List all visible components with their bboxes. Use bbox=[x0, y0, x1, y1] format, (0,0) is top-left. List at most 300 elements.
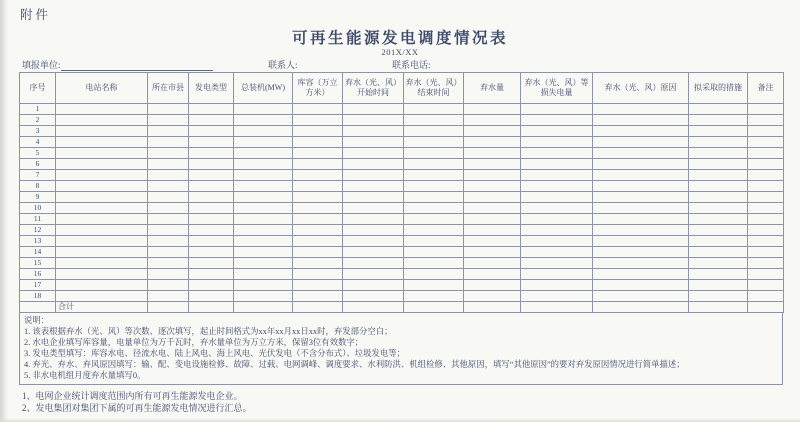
column-header: 弃水（光、风）等损失电量 bbox=[521, 73, 593, 104]
empty-cell bbox=[593, 269, 689, 280]
empty-cell bbox=[404, 247, 464, 258]
table-row bbox=[20, 258, 784, 269]
note-line: 5. 非水电机组月度弃水量填写0。 bbox=[24, 371, 146, 380]
empty-cell bbox=[464, 115, 521, 126]
empty-cell bbox=[343, 148, 404, 159]
empty-cell bbox=[464, 214, 521, 225]
empty-cell bbox=[748, 104, 784, 115]
empty-cell bbox=[343, 280, 404, 291]
empty-cell bbox=[343, 247, 404, 258]
empty-cell bbox=[464, 104, 521, 115]
empty-cell bbox=[343, 126, 404, 137]
table-row bbox=[20, 291, 784, 302]
empty-cell bbox=[293, 214, 343, 225]
column-header: 弃水（光、风）结束时间 bbox=[404, 73, 464, 104]
reporting-unit-text: 填报单位: bbox=[22, 60, 61, 70]
empty-cell bbox=[689, 115, 748, 126]
empty-cell bbox=[748, 225, 784, 236]
empty-cell bbox=[404, 302, 464, 313]
empty-cell bbox=[343, 137, 404, 148]
column-header: 弃水（光、风）原因 bbox=[593, 73, 689, 104]
footer-note-line: 2、发电集团对集团下属的可再生能源发电情况进行汇总。 bbox=[22, 402, 252, 413]
empty-cell bbox=[748, 192, 784, 203]
empty-cell bbox=[521, 258, 593, 269]
empty-cell bbox=[521, 214, 593, 225]
dispatch-table-container bbox=[19, 72, 783, 414]
empty-cell bbox=[234, 181, 293, 192]
column-header: 弃水（光、风）开始时间 bbox=[343, 73, 404, 104]
footer-note-line: 1、电网企业统计调度范围内所有可再生能源发电企业。 bbox=[22, 391, 243, 401]
empty-cell bbox=[404, 159, 464, 170]
empty-cell bbox=[293, 170, 343, 181]
row-number-cell: 1 bbox=[20, 104, 56, 115]
empty-cell bbox=[521, 170, 593, 181]
table-row bbox=[20, 247, 784, 258]
empty-cell bbox=[464, 280, 521, 291]
empty-cell bbox=[343, 192, 404, 203]
empty-cell bbox=[404, 192, 464, 203]
empty-cell bbox=[404, 214, 464, 225]
empty-cell bbox=[343, 291, 404, 302]
empty-cell bbox=[293, 159, 343, 170]
empty-cell bbox=[689, 280, 748, 291]
empty-cell bbox=[748, 115, 784, 126]
empty-cell bbox=[234, 170, 293, 181]
attachment-label: 附件 bbox=[20, 8, 52, 22]
row-number-cell: 18 bbox=[20, 291, 56, 302]
empty-cell bbox=[689, 236, 748, 247]
empty-cell bbox=[404, 126, 464, 137]
row-number-cell: 8 bbox=[20, 181, 56, 192]
contact-label: 联系人: bbox=[268, 60, 298, 70]
empty-cell bbox=[148, 280, 189, 291]
empty-cell bbox=[189, 280, 234, 291]
empty-cell bbox=[343, 258, 404, 269]
empty-cell bbox=[521, 181, 593, 192]
empty-cell bbox=[593, 115, 689, 126]
empty-cell bbox=[593, 203, 689, 214]
empty-cell bbox=[56, 280, 148, 291]
empty-cell bbox=[593, 192, 689, 203]
empty-cell bbox=[56, 192, 148, 203]
empty-cell bbox=[148, 214, 189, 225]
empty-cell bbox=[464, 159, 521, 170]
empty-cell bbox=[234, 291, 293, 302]
row-number-cell: 15 bbox=[20, 258, 56, 269]
empty-cell bbox=[293, 258, 343, 269]
empty-cell bbox=[593, 214, 689, 225]
empty-cell bbox=[748, 126, 784, 137]
empty-cell bbox=[148, 291, 189, 302]
empty-cell bbox=[748, 280, 784, 291]
empty-cell bbox=[593, 225, 689, 236]
empty-cell bbox=[689, 170, 748, 181]
empty-cell bbox=[404, 137, 464, 148]
empty-cell bbox=[593, 258, 689, 269]
table-row bbox=[20, 280, 784, 291]
empty-cell bbox=[343, 302, 404, 313]
empty-cell bbox=[521, 104, 593, 115]
empty-cell bbox=[689, 247, 748, 258]
empty-cell bbox=[189, 214, 234, 225]
empty-cell bbox=[148, 258, 189, 269]
empty-cell bbox=[148, 181, 189, 192]
empty-cell bbox=[748, 159, 784, 170]
empty-cell bbox=[521, 236, 593, 247]
form-period: 201X/XX bbox=[381, 47, 419, 57]
empty-cell bbox=[293, 269, 343, 280]
empty-cell bbox=[56, 225, 148, 236]
empty-cell bbox=[189, 192, 234, 203]
empty-cell bbox=[234, 258, 293, 269]
empty-cell bbox=[464, 148, 521, 159]
empty-cell bbox=[521, 269, 593, 280]
empty-cell bbox=[689, 258, 748, 269]
empty-cell bbox=[404, 170, 464, 181]
empty-cell bbox=[464, 236, 521, 247]
empty-cell bbox=[343, 181, 404, 192]
empty-cell bbox=[404, 104, 464, 115]
empty-cell bbox=[343, 159, 404, 170]
empty-cell bbox=[293, 126, 343, 137]
empty-cell bbox=[748, 148, 784, 159]
empty-cell bbox=[56, 291, 148, 302]
empty-cell bbox=[234, 203, 293, 214]
empty-cell bbox=[189, 104, 234, 115]
empty-cell bbox=[593, 181, 689, 192]
empty-cell bbox=[464, 181, 521, 192]
row-number-cell: 11 bbox=[20, 214, 56, 225]
empty-cell bbox=[56, 181, 148, 192]
empty-cell bbox=[689, 104, 748, 115]
empty-cell bbox=[56, 159, 148, 170]
empty-cell bbox=[593, 170, 689, 181]
empty-cell bbox=[521, 126, 593, 137]
empty-cell bbox=[404, 115, 464, 126]
column-header: 总装机(MW) bbox=[234, 73, 293, 104]
empty-cell bbox=[189, 203, 234, 214]
empty-cell bbox=[189, 225, 234, 236]
empty-cell bbox=[148, 203, 189, 214]
row-number-cell: 9 bbox=[20, 192, 56, 203]
empty-cell bbox=[689, 302, 748, 313]
empty-cell bbox=[593, 291, 689, 302]
table-row bbox=[20, 104, 784, 115]
empty-cell bbox=[748, 170, 784, 181]
phone-label: 联系电话: bbox=[392, 60, 431, 70]
empty-cell bbox=[343, 236, 404, 247]
empty-cell bbox=[689, 181, 748, 192]
row-number-cell: 6 bbox=[20, 159, 56, 170]
empty-cell bbox=[56, 115, 148, 126]
empty-cell bbox=[464, 291, 521, 302]
empty-cell bbox=[689, 159, 748, 170]
form-title: 可再生能源发电调度情况表 bbox=[291, 30, 508, 47]
empty-cell bbox=[234, 269, 293, 280]
empty-cell bbox=[234, 280, 293, 291]
empty-cell bbox=[56, 203, 148, 214]
empty-cell bbox=[521, 225, 593, 236]
reporting-unit-fill-line bbox=[61, 61, 213, 71]
empty-cell bbox=[748, 181, 784, 192]
empty-cell bbox=[148, 247, 189, 258]
empty-cell bbox=[464, 225, 521, 236]
empty-cell bbox=[521, 302, 593, 313]
empty-cell bbox=[464, 247, 521, 258]
empty-cell bbox=[56, 137, 148, 148]
empty-cell bbox=[234, 192, 293, 203]
empty-cell bbox=[189, 258, 234, 269]
empty-cell bbox=[148, 148, 189, 159]
table-row bbox=[20, 170, 784, 181]
empty-cell bbox=[56, 214, 148, 225]
info-line bbox=[0, 58, 800, 71]
empty-cell bbox=[593, 159, 689, 170]
empty-cell bbox=[748, 236, 784, 247]
empty-cell bbox=[748, 291, 784, 302]
empty-cell bbox=[293, 291, 343, 302]
empty-cell bbox=[148, 236, 189, 247]
empty-cell bbox=[234, 115, 293, 126]
empty-cell bbox=[234, 148, 293, 159]
column-header: 所在市县 bbox=[148, 73, 189, 104]
empty-cell bbox=[593, 247, 689, 258]
empty-cell bbox=[689, 192, 748, 203]
table-row bbox=[20, 159, 784, 170]
empty-cell bbox=[293, 280, 343, 291]
empty-cell bbox=[234, 236, 293, 247]
empty-cell bbox=[464, 192, 521, 203]
empty-cell bbox=[343, 214, 404, 225]
empty-cell bbox=[293, 225, 343, 236]
table-row bbox=[20, 115, 784, 126]
empty-cell bbox=[189, 269, 234, 280]
empty-cell bbox=[189, 181, 234, 192]
column-header: 拟采取的措施 bbox=[689, 73, 748, 104]
empty-cell bbox=[148, 225, 189, 236]
empty-cell bbox=[148, 104, 189, 115]
total-label-cell: 合计 bbox=[56, 302, 148, 313]
column-header: 弃水量 bbox=[464, 73, 521, 104]
empty-cell bbox=[293, 181, 343, 192]
empty-cell bbox=[464, 170, 521, 181]
empty-cell bbox=[748, 258, 784, 269]
empty-cell bbox=[404, 269, 464, 280]
empty-cell bbox=[689, 269, 748, 280]
empty-cell bbox=[593, 280, 689, 291]
empty-cell bbox=[148, 302, 189, 313]
empty-cell bbox=[56, 269, 148, 280]
empty-cell bbox=[234, 225, 293, 236]
empty-cell bbox=[189, 247, 234, 258]
row-number-cell: 3 bbox=[20, 126, 56, 137]
row-number-cell: 13 bbox=[20, 236, 56, 247]
note-line: 1. 该表根据弃水（光、风）等次数、逐次填写，起止时间格式为xx年xx月xx日xx时，弃发部分空白； bbox=[24, 327, 393, 336]
empty-cell bbox=[521, 280, 593, 291]
table-row bbox=[20, 137, 784, 148]
table-row bbox=[20, 203, 784, 214]
empty-cell bbox=[464, 203, 521, 214]
empty-cell bbox=[404, 280, 464, 291]
empty-cell bbox=[189, 137, 234, 148]
row-number-cell: 2 bbox=[20, 115, 56, 126]
total-row bbox=[20, 302, 784, 313]
row-number-cell: 17 bbox=[20, 280, 56, 291]
empty-cell bbox=[148, 115, 189, 126]
empty-cell bbox=[464, 269, 521, 280]
empty-cell bbox=[234, 214, 293, 225]
row-number-cell: 16 bbox=[20, 269, 56, 280]
empty-cell bbox=[234, 104, 293, 115]
table-row bbox=[20, 225, 784, 236]
empty-cell bbox=[56, 126, 148, 137]
empty-cell bbox=[56, 258, 148, 269]
empty-cell bbox=[748, 302, 784, 313]
empty-cell bbox=[148, 126, 189, 137]
empty-cell bbox=[234, 159, 293, 170]
table-row bbox=[20, 181, 784, 192]
empty-cell bbox=[189, 170, 234, 181]
note-line: 4. 弃光、弃水、弃风原因填写：输、配、变电设施检修、故障、过载、电网调峰、调度要求、水利防洪、机组检修、其他原因，填写“其他原因”的要对弃发原因情况进行简单描述； bbox=[24, 360, 685, 369]
empty-cell bbox=[189, 302, 234, 313]
empty-cell bbox=[689, 225, 748, 236]
row-number-cell: 10 bbox=[20, 203, 56, 214]
empty-cell bbox=[689, 137, 748, 148]
empty-cell bbox=[521, 291, 593, 302]
table-row bbox=[20, 192, 784, 203]
notes-section bbox=[19, 313, 783, 385]
empty-cell bbox=[148, 137, 189, 148]
footer-notes bbox=[22, 391, 783, 414]
empty-cell bbox=[293, 192, 343, 203]
empty-cell bbox=[293, 236, 343, 247]
empty-cell bbox=[689, 291, 748, 302]
empty-cell bbox=[56, 247, 148, 258]
empty-cell bbox=[148, 159, 189, 170]
empty-cell bbox=[748, 137, 784, 148]
empty-cell bbox=[234, 137, 293, 148]
empty-cell bbox=[748, 247, 784, 258]
note-line: 3. 发电类型填写：库容水电、径流水电、陆上风电、海上风电、光伏发电（不含分布式）、垃圾发电等； bbox=[24, 349, 406, 358]
empty-cell bbox=[56, 170, 148, 181]
empty-cell bbox=[521, 247, 593, 258]
empty-cell bbox=[148, 170, 189, 181]
empty-cell bbox=[521, 159, 593, 170]
empty-cell bbox=[189, 126, 234, 137]
empty-cell bbox=[521, 192, 593, 203]
empty-cell bbox=[404, 258, 464, 269]
empty-cell bbox=[56, 236, 148, 247]
table-row bbox=[20, 269, 784, 280]
empty-cell bbox=[464, 137, 521, 148]
empty-cell bbox=[404, 148, 464, 159]
empty-cell bbox=[464, 126, 521, 137]
empty-cell bbox=[404, 291, 464, 302]
empty-cell bbox=[343, 225, 404, 236]
empty-cell bbox=[343, 203, 404, 214]
empty-cell bbox=[56, 104, 148, 115]
notes-title: 说明： bbox=[24, 316, 50, 325]
empty-cell bbox=[593, 302, 689, 313]
empty-cell bbox=[464, 258, 521, 269]
empty-cell bbox=[593, 126, 689, 137]
empty-cell bbox=[343, 115, 404, 126]
empty-cell bbox=[293, 247, 343, 258]
table-row bbox=[20, 236, 784, 247]
empty-cell bbox=[593, 137, 689, 148]
empty-cell bbox=[148, 192, 189, 203]
empty-cell bbox=[748, 203, 784, 214]
reporting-unit-label bbox=[22, 58, 213, 71]
table-row bbox=[20, 214, 784, 225]
empty-cell bbox=[293, 148, 343, 159]
empty-cell bbox=[404, 225, 464, 236]
empty-cell bbox=[521, 203, 593, 214]
empty-cell bbox=[343, 104, 404, 115]
empty-cell bbox=[593, 236, 689, 247]
empty-cell bbox=[689, 148, 748, 159]
dispatch-table bbox=[19, 72, 784, 313]
row-number-cell: 5 bbox=[20, 148, 56, 159]
row-number-cell: 12 bbox=[20, 225, 56, 236]
empty-cell bbox=[521, 148, 593, 159]
empty-cell bbox=[748, 269, 784, 280]
empty-cell bbox=[293, 115, 343, 126]
empty-cell bbox=[404, 236, 464, 247]
empty-cell bbox=[593, 104, 689, 115]
empty-cell bbox=[404, 203, 464, 214]
empty-cell bbox=[464, 302, 521, 313]
empty-cell bbox=[521, 137, 593, 148]
empty-cell bbox=[293, 104, 343, 115]
empty-cell bbox=[293, 203, 343, 214]
empty-cell bbox=[593, 148, 689, 159]
row-number-cell: 14 bbox=[20, 247, 56, 258]
empty-cell bbox=[189, 291, 234, 302]
column-header: 发电类型 bbox=[189, 73, 234, 104]
scan-edge-bottom-shadow bbox=[0, 418, 800, 422]
empty-cell bbox=[748, 214, 784, 225]
empty-cell bbox=[234, 302, 293, 313]
column-header: 备注 bbox=[748, 73, 784, 104]
column-header: 电站名称 bbox=[56, 73, 148, 104]
empty-cell bbox=[343, 170, 404, 181]
table-row bbox=[20, 126, 784, 137]
empty-cell bbox=[189, 159, 234, 170]
empty-cell bbox=[234, 126, 293, 137]
table-row bbox=[20, 148, 784, 159]
empty-cell bbox=[189, 115, 234, 126]
empty-cell bbox=[293, 137, 343, 148]
empty-cell bbox=[234, 247, 293, 258]
empty-cell bbox=[293, 302, 343, 313]
empty-cell bbox=[689, 214, 748, 225]
row-number-cell: 7 bbox=[20, 170, 56, 181]
column-header: 库容（万立方米） bbox=[293, 73, 343, 104]
note-line: 2. 水电企业填写库容量，电量单位为万千瓦时，弃水量单位为万立方米，保留3位有效数字； bbox=[24, 338, 364, 347]
empty-cell bbox=[189, 148, 234, 159]
empty-cell bbox=[56, 148, 148, 159]
empty-cell bbox=[404, 181, 464, 192]
empty-cell bbox=[689, 126, 748, 137]
empty-cell bbox=[343, 269, 404, 280]
empty-cell bbox=[189, 236, 234, 247]
empty-cell bbox=[20, 302, 56, 313]
row-number-cell: 4 bbox=[20, 137, 56, 148]
empty-cell bbox=[689, 203, 748, 214]
table-header-row bbox=[20, 73, 784, 104]
empty-cell bbox=[521, 115, 593, 126]
